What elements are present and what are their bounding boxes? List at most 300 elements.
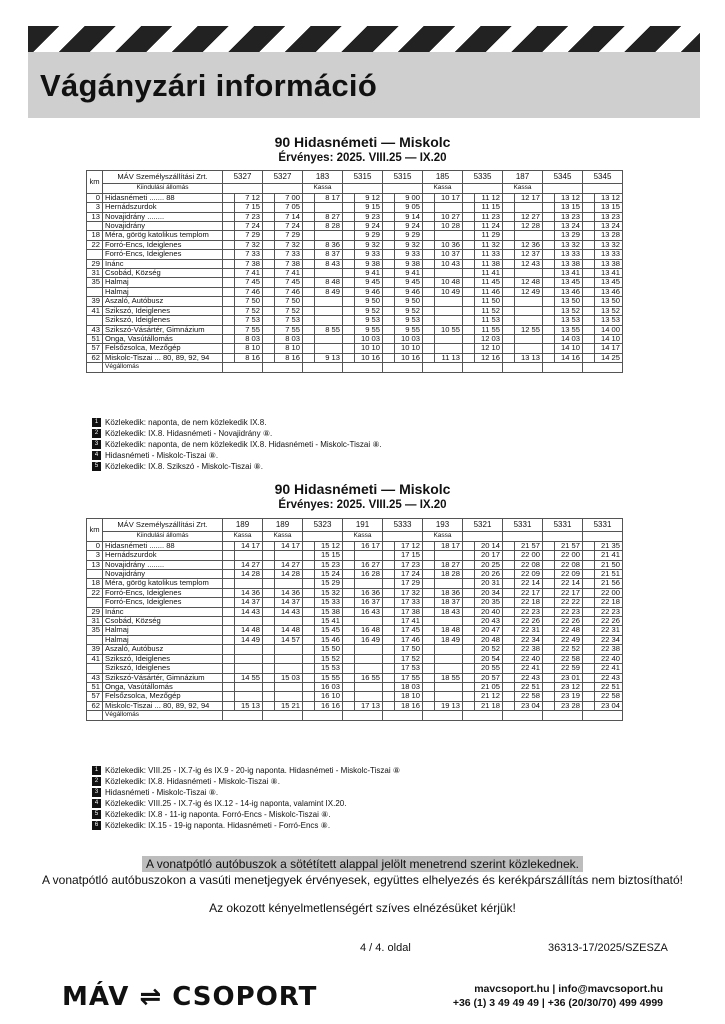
time-cell	[315, 306, 343, 315]
gap-cell	[463, 673, 475, 682]
train-number: 189	[275, 520, 290, 529]
time-cell: 22 18	[595, 598, 623, 607]
note-text: Közlekedik: IX.8. Szikszó - Miskolc-Tiszai ⑧.	[105, 462, 264, 471]
gap-cell	[503, 269, 515, 278]
empty-cell	[543, 711, 583, 720]
time-cell: 22 18	[515, 598, 543, 607]
gap-cell	[383, 560, 395, 569]
gap-cell	[463, 635, 475, 644]
time-cell: 20 14	[475, 541, 503, 550]
time-cell: 9 00	[395, 193, 423, 202]
gap-cell	[303, 240, 315, 249]
time-cell	[435, 551, 463, 560]
time-cell: 15 23	[315, 560, 343, 569]
gap-cell	[543, 231, 555, 240]
gap-cell	[503, 353, 515, 362]
time-cell	[355, 682, 383, 691]
empty-cell	[503, 711, 543, 720]
km-cell: 31	[87, 617, 103, 626]
empty-cell	[583, 711, 623, 720]
gap-cell	[583, 306, 595, 315]
station-cell: Szikszó, Ideiglenes	[103, 664, 223, 673]
time-cell	[515, 203, 543, 212]
route-validity: Érvényes: 2025. VIII.25 — IX.20	[278, 499, 447, 511]
time-cell: 16 55	[355, 673, 383, 682]
gap-cell	[503, 541, 515, 550]
train-number: 5331	[513, 520, 532, 529]
gap-cell	[463, 297, 475, 306]
time-cell: 11 50	[475, 297, 503, 306]
time-cell	[435, 664, 463, 673]
gap-cell	[543, 325, 555, 334]
time-cell: 21 18	[475, 701, 503, 710]
time-cell: 13 52	[595, 306, 623, 315]
time-cell: 11 46	[475, 287, 503, 296]
train-header-content	[385, 171, 420, 183]
time-cell	[355, 692, 383, 701]
train-header	[463, 519, 503, 532]
gap-cell	[503, 334, 515, 343]
gap-cell	[423, 664, 435, 673]
operator-header: MÁV Személyszállítási Zrt.	[103, 171, 223, 184]
note-text: Hidasnémeti - Miskolc-Tiszai ⑧.	[105, 451, 219, 460]
note-line	[92, 439, 382, 450]
train-header	[263, 171, 303, 184]
time-cell: 7 23	[235, 212, 263, 221]
gap-cell	[423, 278, 435, 287]
notes-2	[92, 765, 400, 831]
note-line	[92, 765, 400, 776]
km-cell: 13	[87, 560, 103, 569]
train-header-content	[505, 171, 540, 183]
gap-cell	[343, 212, 355, 221]
gap-cell	[503, 617, 515, 626]
time-cell	[275, 682, 303, 691]
note-badge: 4	[92, 799, 101, 808]
train-header-content	[505, 519, 540, 531]
gap-cell	[423, 635, 435, 644]
time-cell: 14 25	[595, 353, 623, 362]
gap-cell	[423, 588, 435, 597]
train-number: 5315	[393, 172, 412, 181]
table-row	[87, 353, 623, 362]
train-number: 5333	[393, 520, 412, 529]
time-cell	[435, 579, 463, 588]
gap-cell	[303, 325, 315, 334]
time-cell: 9 53	[395, 316, 423, 325]
origin-cell	[263, 184, 303, 193]
time-cell: 7 32	[275, 240, 303, 249]
note-line	[92, 428, 382, 439]
station-cell: Felsőzsolca, Mezőgép	[103, 692, 223, 701]
time-cell: 22 51	[515, 682, 543, 691]
time-cell: 17 29	[395, 579, 423, 588]
time-cell: 20 55	[475, 664, 503, 673]
train-header-content	[225, 519, 260, 531]
time-cell: 9 13	[315, 353, 343, 362]
empty-cell	[463, 711, 503, 720]
time-cell: 22 43	[515, 673, 543, 682]
contact-phone: +36 (1) 3 49 49 49 | +36 (20/30/70) 499 4999	[452, 997, 663, 1009]
km-cell	[87, 598, 103, 607]
time-cell: 14 36	[235, 588, 263, 597]
gap-cell	[583, 334, 595, 343]
time-cell: 7 14	[275, 212, 303, 221]
time-cell: 9 33	[395, 250, 423, 259]
origin-cell	[303, 532, 343, 541]
gap-cell	[383, 222, 395, 231]
time-cell: 16 16	[315, 701, 343, 710]
gap-cell	[543, 607, 555, 616]
time-cell: 12 03	[475, 334, 503, 343]
time-cell: 11 13	[435, 353, 463, 362]
gap-cell	[543, 222, 555, 231]
time-cell: 15 46	[315, 635, 343, 644]
train-header	[583, 171, 623, 184]
gap-cell	[223, 278, 235, 287]
gap-cell	[223, 297, 235, 306]
time-cell: 10 36	[435, 240, 463, 249]
time-cell: 9 46	[395, 287, 423, 296]
time-cell: 20 31	[475, 579, 503, 588]
time-cell: 20 25	[475, 560, 503, 569]
time-cell: 18 37	[435, 598, 463, 607]
gap-cell	[583, 250, 595, 259]
time-cell: 15 55	[315, 673, 343, 682]
gap-cell	[383, 579, 395, 588]
gap-cell	[303, 297, 315, 306]
time-cell: 12 17	[515, 193, 543, 202]
gap-cell	[503, 579, 515, 588]
time-cell: 14 03	[555, 334, 583, 343]
time-cell: 7 55	[235, 325, 263, 334]
time-cell: 18 16	[395, 701, 423, 710]
gap-cell	[263, 570, 275, 579]
time-cell: 14 48	[235, 626, 263, 635]
time-cell: 8 03	[275, 334, 303, 343]
km-cell: 18	[87, 579, 103, 588]
time-cell	[435, 231, 463, 240]
time-cell: 22 23	[515, 607, 543, 616]
time-cell: 13 13	[515, 353, 543, 362]
station-cell: Forró-Encs, Ideiglenes	[103, 588, 223, 597]
time-cell: 14 43	[235, 607, 263, 616]
gap-cell	[583, 240, 595, 249]
station-cell: Halmaj	[103, 278, 223, 287]
gap-cell	[263, 334, 275, 343]
time-cell: 13 12	[555, 193, 583, 202]
gap-cell	[263, 673, 275, 682]
gap-cell	[343, 579, 355, 588]
gap-cell	[303, 203, 315, 212]
time-cell: 17 13	[355, 701, 383, 710]
time-cell: 14 28	[235, 570, 263, 579]
gap-cell	[383, 334, 395, 343]
time-cell: 21 57	[515, 541, 543, 550]
empty-cell	[383, 363, 423, 372]
time-cell: 20 43	[475, 617, 503, 626]
time-cell: 15 29	[315, 579, 343, 588]
gap-cell	[263, 240, 275, 249]
note-text: Közlekedik: IX.8 - 11-ig naponta. Forró-Encs - Miskolc-Tiszai ⑧.	[105, 810, 331, 819]
gap-cell	[383, 193, 395, 202]
time-cell: 9 32	[355, 240, 383, 249]
km-cell: 3	[87, 203, 103, 212]
gap-cell	[263, 212, 275, 221]
time-cell: 17 24	[395, 570, 423, 579]
time-cell: 7 12	[235, 193, 263, 202]
gap-cell	[543, 645, 555, 654]
time-cell: 17 55	[395, 673, 423, 682]
time-cell: 7 45	[235, 278, 263, 287]
time-cell: 10 16	[355, 353, 383, 362]
time-cell: 13 53	[555, 316, 583, 325]
time-cell	[435, 297, 463, 306]
gap-cell	[463, 560, 475, 569]
time-cell: 7 53	[235, 316, 263, 325]
station-cell: Novajidrány	[103, 570, 223, 579]
time-cell: 23 01	[555, 673, 583, 682]
time-cell: 11 53	[475, 316, 503, 325]
gap-cell	[303, 588, 315, 597]
empty-cell	[263, 363, 303, 372]
gap-cell	[423, 598, 435, 607]
gap-cell	[303, 645, 315, 654]
time-cell: 22 17	[515, 588, 543, 597]
time-cell: 23 28	[555, 701, 583, 710]
gap-cell	[463, 278, 475, 287]
gap-cell	[423, 645, 435, 654]
km-header: km	[87, 519, 103, 542]
origin-cell	[383, 532, 423, 541]
note-badge: 3	[92, 788, 101, 797]
gap-cell	[583, 269, 595, 278]
time-cell: 22 23	[595, 607, 623, 616]
time-cell: 14 10	[555, 344, 583, 353]
gap-cell	[543, 344, 555, 353]
gap-cell	[223, 701, 235, 710]
gap-cell	[383, 269, 395, 278]
time-cell: 8 48	[315, 278, 343, 287]
gap-cell	[263, 645, 275, 654]
time-cell: 13 41	[595, 269, 623, 278]
gap-cell	[223, 579, 235, 588]
train-header	[463, 171, 503, 184]
time-cell: 9 32	[395, 240, 423, 249]
header-stripes	[28, 26, 700, 52]
train-header	[423, 171, 463, 184]
page-title: Vágányzári információ	[40, 68, 378, 103]
time-cell: 16 10	[315, 692, 343, 701]
train-number: 5327	[273, 172, 292, 181]
gap-cell	[463, 645, 475, 654]
time-cell: 11 38	[475, 259, 503, 268]
time-cell: 15 38	[315, 607, 343, 616]
empty-cell	[263, 711, 303, 720]
gap-cell	[263, 588, 275, 597]
time-cell: 13 45	[595, 278, 623, 287]
gap-cell	[463, 203, 475, 212]
gap-cell	[503, 701, 515, 710]
empty-cell	[223, 363, 263, 372]
time-cell: 8 49	[315, 287, 343, 296]
title-banner	[28, 52, 700, 118]
gap-cell	[223, 551, 235, 560]
empty-cell	[423, 363, 463, 372]
time-cell: 15 12	[315, 541, 343, 550]
gap-cell	[583, 316, 595, 325]
time-cell	[515, 334, 543, 343]
train-header-content	[425, 171, 460, 183]
empty-cell	[223, 711, 263, 720]
time-cell: 14 37	[275, 598, 303, 607]
train-header	[503, 171, 543, 184]
gap-cell	[543, 560, 555, 569]
time-cell: 11 15	[475, 203, 503, 212]
time-cell: 13 23	[555, 212, 583, 221]
gap-cell	[263, 193, 275, 202]
gap-cell	[463, 654, 475, 663]
origin-cell	[543, 184, 583, 193]
station-cell: Aszaló, Autóbusz	[103, 297, 223, 306]
empty-cell	[463, 363, 503, 372]
gap-cell	[263, 297, 275, 306]
gap-cell	[463, 231, 475, 240]
time-cell: 14 27	[275, 560, 303, 569]
arrival-label: Végállomás	[103, 363, 223, 372]
gap-cell	[303, 231, 315, 240]
note-text: Közlekedik: IX.15 - 19-ig naponta. Hidasnémeti - Forró-Encs ⑧.	[105, 821, 331, 830]
gap-cell	[543, 598, 555, 607]
gap-cell	[423, 617, 435, 626]
origin-cell: Kassa	[223, 532, 263, 541]
gap-cell	[583, 353, 595, 362]
gap-cell	[263, 278, 275, 287]
gap-cell	[423, 607, 435, 616]
gap-cell	[223, 212, 235, 221]
time-cell: 11 24	[475, 222, 503, 231]
notice-line-2: Az okozott kényelmetlenségért szíves elnézésüket kérjük!	[209, 901, 516, 915]
gap-cell	[503, 645, 515, 654]
time-cell: 18 48	[435, 626, 463, 635]
gap-cell	[303, 560, 315, 569]
time-cell: 11 33	[475, 250, 503, 259]
time-cell: 22 26	[555, 617, 583, 626]
gap-cell	[343, 654, 355, 663]
gap-cell	[223, 250, 235, 259]
gap-cell	[383, 626, 395, 635]
notes-1	[92, 417, 382, 472]
gap-cell	[263, 259, 275, 268]
operator-header: MÁV Személyszállítási Zrt.	[103, 519, 223, 532]
time-cell: 15 32	[315, 588, 343, 597]
station-cell: Novajidrány ........	[103, 560, 223, 569]
gap-cell	[343, 193, 355, 202]
time-cell: 16 37	[355, 598, 383, 607]
empty-cell	[343, 363, 383, 372]
gap-cell	[343, 278, 355, 287]
time-cell: 22 08	[515, 560, 543, 569]
time-cell	[355, 664, 383, 673]
time-cell: 10 17	[435, 193, 463, 202]
time-cell	[235, 664, 263, 673]
time-cell: 11 23	[475, 212, 503, 221]
time-cell	[235, 645, 263, 654]
time-cell: 22 58	[555, 654, 583, 663]
time-cell	[275, 692, 303, 701]
gap-cell	[303, 193, 315, 202]
time-cell: 15 45	[315, 626, 343, 635]
gap-cell	[543, 353, 555, 362]
gap-cell	[343, 664, 355, 673]
time-cell: 17 15	[395, 551, 423, 560]
gap-cell	[223, 203, 235, 212]
station-cell: Csobád, Község	[103, 617, 223, 626]
gap-cell	[543, 541, 555, 550]
time-cell: 15 33	[315, 598, 343, 607]
time-cell: 22 14	[555, 579, 583, 588]
station-cell: Szikszó, Ideiglenes	[103, 654, 223, 663]
gap-cell	[223, 664, 235, 673]
table-row	[87, 316, 623, 325]
time-cell	[275, 579, 303, 588]
time-cell: 13 50	[595, 297, 623, 306]
time-cell: 9 12	[355, 193, 383, 202]
time-cell: 9 05	[395, 203, 423, 212]
gap-cell	[223, 259, 235, 268]
time-cell: 13 32	[595, 240, 623, 249]
route-title: 90 Hidasnémeti — Miskolc	[274, 481, 451, 497]
note-badge: 5	[92, 462, 101, 471]
note-line	[92, 787, 400, 798]
gap-cell	[543, 278, 555, 287]
time-cell: 7 33	[275, 250, 303, 259]
gap-cell	[343, 626, 355, 635]
km-cell: 0	[87, 193, 103, 202]
gap-cell	[263, 664, 275, 673]
gap-cell	[423, 203, 435, 212]
gap-cell	[423, 306, 435, 315]
km-cell: 29	[87, 259, 103, 268]
time-cell: 13 33	[555, 250, 583, 259]
time-cell: 9 46	[355, 287, 383, 296]
station-cell: Szikszó, Ideiglenes	[103, 306, 223, 315]
time-cell: 13 29	[555, 231, 583, 240]
gap-cell	[423, 259, 435, 268]
gap-cell	[463, 353, 475, 362]
gap-cell	[383, 240, 395, 249]
arrival-label: Végállomás	[103, 711, 223, 720]
gap-cell	[423, 626, 435, 635]
time-cell: 16 49	[355, 635, 383, 644]
gap-cell	[463, 325, 475, 334]
time-cell: 13 38	[595, 259, 623, 268]
km-cell	[87, 664, 103, 673]
note-text: Hidasnémeti - Miskolc-Tiszai ⑧.	[105, 788, 219, 797]
gap-cell	[343, 598, 355, 607]
gap-cell	[543, 269, 555, 278]
time-cell: 13 50	[555, 297, 583, 306]
time-cell: 22 52	[555, 645, 583, 654]
time-cell: 14 27	[235, 560, 263, 569]
time-cell: 10 03	[395, 334, 423, 343]
origin-cell	[583, 532, 623, 541]
time-cell	[315, 344, 343, 353]
gap-cell	[503, 222, 515, 231]
gap-cell	[303, 344, 315, 353]
time-cell	[435, 645, 463, 654]
table-row	[87, 635, 623, 644]
